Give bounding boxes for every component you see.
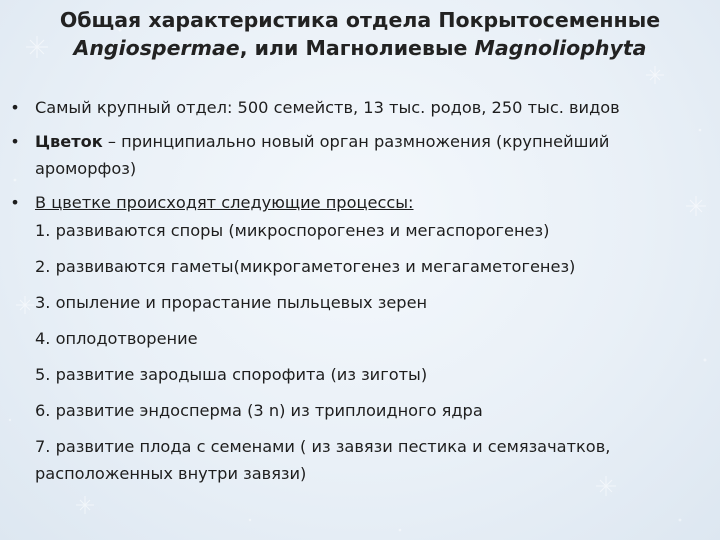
title-line-2: [0, 34, 720, 62]
list-item: 7. развитие плода с семенами ( из завязи пестика и семязачатков, расположенных внутри завязи): [35, 437, 611, 483]
bullet-dot-icon: •: [10, 98, 20, 117]
process-steps-list: [0, 217, 720, 487]
bullet-item-largest-division: [0, 94, 720, 121]
list-item: 5. развитие зародыша спорофита (из зиготы): [35, 365, 428, 384]
bullet-bold-term: Цветок: [35, 132, 103, 151]
bullet-item-processes: [0, 189, 720, 216]
bullet-dot-icon: •: [10, 193, 20, 212]
title-line-1: Общая характеристика отдела Покрытосеменные: [59, 8, 661, 32]
bullet-item-flower: [0, 128, 720, 182]
bullet-text: Самый крупный отдел: 500 семейств, 13 тыс. родов, 250 тыс. видов: [35, 98, 620, 117]
bullet-text: – принципиально новый орган размножения (крупнейший ароморфоз): [35, 132, 610, 178]
list-item: 3. опыление и прорастание пыльцевых зерен: [35, 293, 428, 312]
slide-content: [0, 94, 720, 487]
title-middle-text: , или Магнолиевые: [239, 36, 475, 60]
list-item: 1. развиваются споры (микроспорогенез и мегаспорогенез): [35, 221, 550, 240]
bullet-dot-icon: •: [10, 132, 20, 151]
title-latin-angiospermae: Angiospermae: [73, 36, 240, 60]
list-item: 2. развиваются гаметы(микрогаметогенез и мегагаметогенез): [35, 257, 576, 276]
title-latin-magnoliophyta: Magnoliophyta: [474, 36, 647, 60]
bullet-underlined-heading: В цветке происходят следующие процессы:: [35, 193, 414, 212]
list-item: 6. развитие эндосперма (3 n) из триплоидного ядра: [35, 401, 483, 420]
list-item: 4. оплодотворение: [35, 329, 198, 348]
slide-title: [0, 6, 720, 62]
